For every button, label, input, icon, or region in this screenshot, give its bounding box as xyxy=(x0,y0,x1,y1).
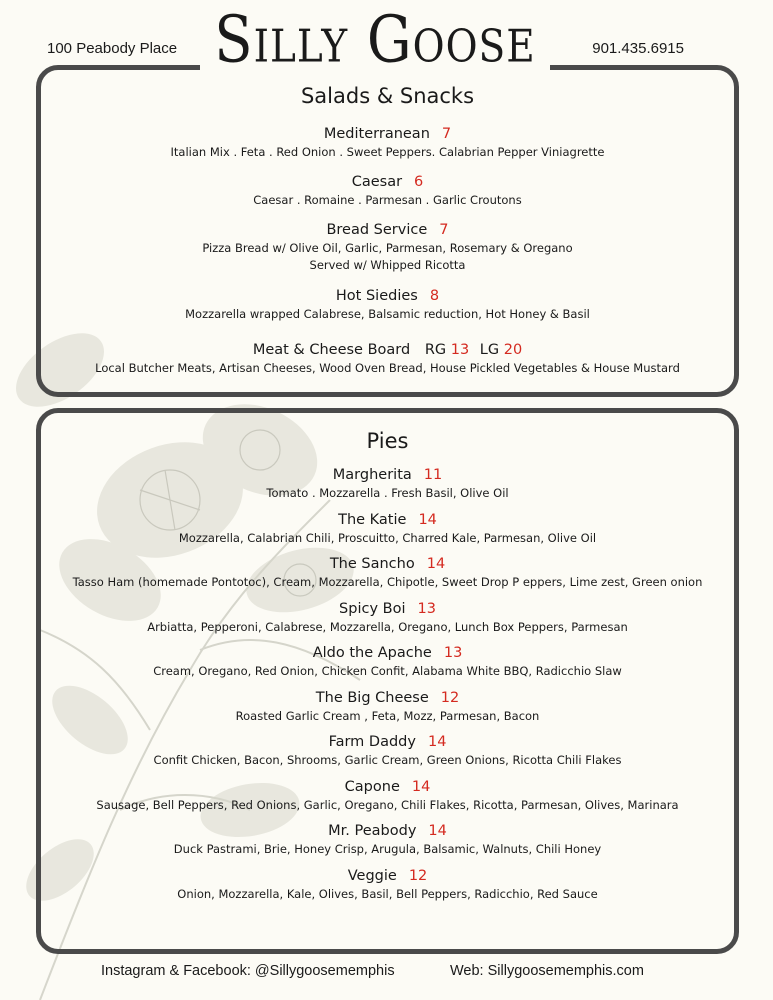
item-description: Arbiatta, Pepperoni, Calabrese, Mozzarella, Oregano, Lunch Box Peppers, Parmesan xyxy=(147,620,628,634)
menu-item-board xyxy=(41,340,734,377)
item-description: Tasso Ham (homemade Pontotoc), Cream, Mozzarella, Chipotle, Sweet Drop P eppers, Lime zest, Green onion xyxy=(72,575,703,589)
item-price: 6 xyxy=(414,174,424,190)
item-name: Capone xyxy=(344,779,400,795)
section-title-salads: Salads & Snacks xyxy=(300,84,475,108)
menu-item xyxy=(41,220,734,274)
item-description: Mozzarella, Calabrian Chili, Proscuitto, Charred Kale, Parmesan, Olive Oil xyxy=(178,531,597,545)
menu-item xyxy=(41,465,734,502)
salads-snacks-panel xyxy=(36,65,739,397)
menu-item xyxy=(41,777,734,814)
item-description: Mozzarella wrapped Calabrese, Balsamic reduction, Hot Honey & Basil xyxy=(185,307,590,321)
menu-item xyxy=(41,172,734,209)
item-description: Local Butcher Meats, Artisan Cheeses, Wood Oven Bread, House Pickled Vegetables & House Mustard xyxy=(95,361,680,375)
item-description: Caesar . Romaine . Parmesan . Garlic Croutons xyxy=(253,193,522,207)
logo-text: Silly Goose xyxy=(214,3,536,78)
item-description: Italian Mix . Feta . Red Onion . Sweet Peppers. Calabrian Pepper Viniagrette xyxy=(170,145,605,159)
menu-item xyxy=(41,510,734,547)
item-name: Farm Daddy xyxy=(328,734,416,750)
item-price: 14 xyxy=(426,556,446,572)
item-name: Margherita xyxy=(332,467,412,483)
item-price-regular: 13 xyxy=(450,342,470,358)
item-description: Served w/ Whipped Ricotta xyxy=(309,258,466,272)
item-description: Confit Chicken, Bacon, Shrooms, Garlic Cream, Green Onions, Ricotta Chili Flakes xyxy=(153,753,622,767)
item-name: The Big Cheese xyxy=(315,690,429,706)
item-name: Caesar xyxy=(351,174,403,190)
item-price-large: 20 xyxy=(503,342,523,358)
item-price: 11 xyxy=(423,467,443,483)
item-name: The Sancho xyxy=(329,556,415,572)
item-price: 8 xyxy=(429,288,440,304)
item-price: 7 xyxy=(441,126,452,142)
menu-item xyxy=(41,821,734,858)
item-description: Sausage, Bell Peppers, Red Onions, Garlic, Oregano, Chili Flakes, Ricotta, Parmesan, Olives, Marinara xyxy=(96,798,679,812)
menu-item xyxy=(41,866,734,903)
item-description: Tomato . Mozzarella . Fresh Basil, Olive Oil xyxy=(266,486,509,500)
item-name: Mr. Peabody xyxy=(328,823,417,839)
section-title-pies: Pies xyxy=(366,429,409,453)
item-name: Aldo the Apache xyxy=(312,645,432,661)
restaurant-logo xyxy=(200,2,550,80)
item-description: Roasted Garlic Cream , Feta, Mozz, Parmesan, Bacon xyxy=(235,709,540,723)
item-price: 14 xyxy=(427,734,447,750)
menu-item xyxy=(41,688,734,725)
menu-item xyxy=(41,599,734,636)
item-name: Mediterranean xyxy=(323,126,430,142)
restaurant-address: 100 Peabody Place xyxy=(47,40,178,57)
item-name: Spicy Boi xyxy=(339,601,406,617)
menu-item xyxy=(41,124,734,161)
item-price: 14 xyxy=(418,512,437,528)
item-price: 12 xyxy=(408,868,428,884)
item-name: Veggie xyxy=(347,868,397,884)
item-price: 13 xyxy=(417,601,436,617)
item-description: Pizza Bread w/ Olive Oil, Garlic, Parmesan, Rosemary & Oregano xyxy=(202,241,573,255)
item-name: The Katie xyxy=(338,512,407,528)
footer-social-handle: Instagram & Facebook: @Sillygoosememphis xyxy=(101,963,395,979)
item-price: 7 xyxy=(439,222,449,238)
restaurant-phone: 901.435.6915 xyxy=(592,40,684,57)
item-price: 14 xyxy=(428,823,447,839)
item-description: Cream, Oregano, Red Onion, Chicken Confit, Alabama White BBQ, Radicchio Slaw xyxy=(153,664,622,678)
item-name: Hot Siedies xyxy=(335,288,418,304)
item-name: Meat & Cheese Board xyxy=(252,342,411,358)
item-price: 14 xyxy=(411,779,431,795)
item-description: Duck Pastrami, Brie, Honey Crisp, Arugula, Balsamic, Walnuts, Chili Honey xyxy=(173,842,602,856)
item-description: Onion, Mozzarella, Kale, Olives, Basil, Bell Peppers, Radicchio, Red Sauce xyxy=(177,887,598,901)
menu-item xyxy=(41,643,734,680)
footer-website: Web: Sillygoosememphis.com xyxy=(450,963,644,979)
menu-item xyxy=(41,286,734,323)
item-price: 12 xyxy=(440,690,460,706)
item-name: Bread Service xyxy=(326,222,428,238)
menu-item xyxy=(41,732,734,769)
item-price: 13 xyxy=(443,645,463,661)
size-label-regular: RG xyxy=(424,342,447,358)
menu-item xyxy=(41,554,734,591)
size-label-large: LG xyxy=(479,342,500,358)
pies-panel xyxy=(36,408,739,954)
